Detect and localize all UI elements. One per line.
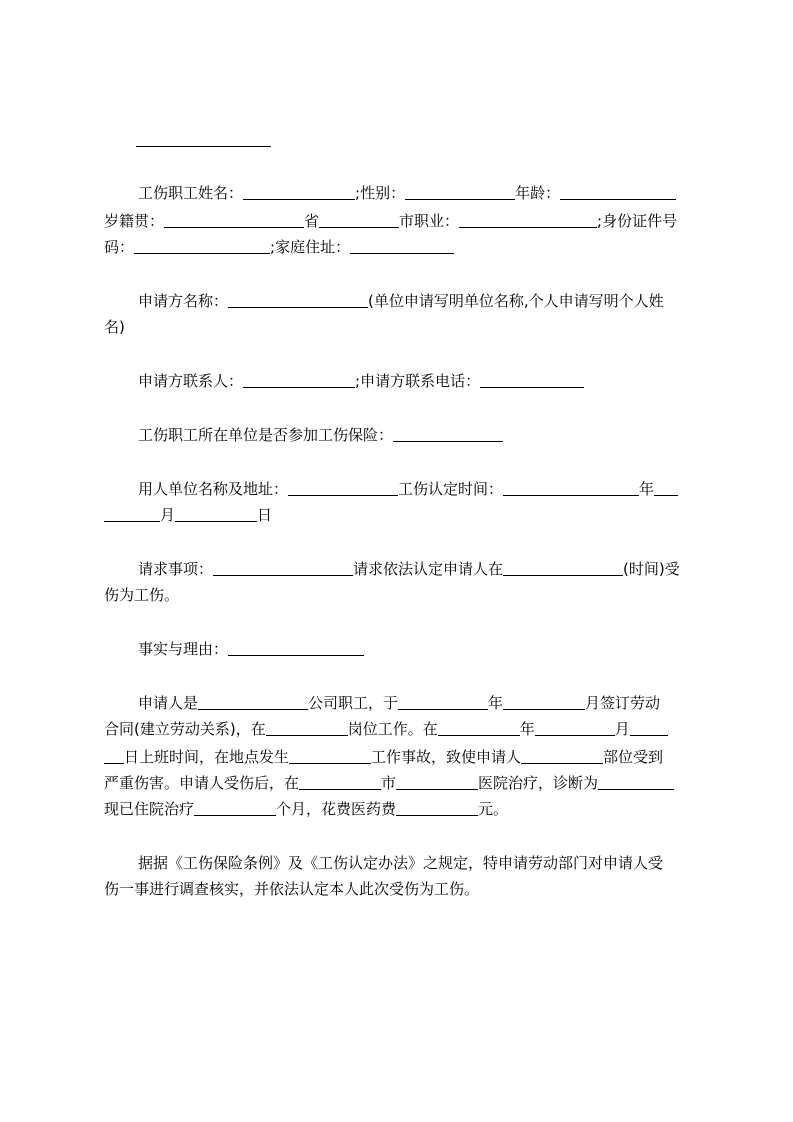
request-text-2: 伤为工伤。 — [104, 586, 180, 604]
id-field[interactable] — [134, 237, 270, 254]
p5-text-c: 元。 — [478, 800, 509, 818]
contract-year-field[interactable] — [398, 693, 488, 710]
address-field[interactable] — [350, 237, 454, 254]
applicant-note-line — [104, 314, 701, 340]
p5-text-b: 个月，花费医药费 — [276, 800, 397, 818]
job-field[interactable] — [459, 211, 597, 228]
province-field[interactable] — [319, 211, 399, 228]
year-label: 年 — [639, 480, 655, 498]
p2-text-c: 年 — [519, 720, 535, 738]
recog-day-field[interactable] — [175, 505, 257, 522]
p1-text-d: 月签订劳动 — [585, 694, 661, 712]
request-label: 请求事项： — [138, 560, 214, 578]
id-line — [104, 234, 701, 260]
para-line-3 — [104, 744, 701, 770]
applicant-note-2: 名) — [104, 318, 125, 336]
p4-text-c: 医院治疗，诊断为 — [478, 774, 599, 792]
p3-text-a: 日上班时间，在地点发生 — [124, 748, 290, 766]
p3-text-b: 工作事故，致使申请人 — [371, 748, 522, 766]
id-label-2: 码： — [104, 238, 135, 256]
hospital-field[interactable] — [396, 773, 478, 790]
recog-month-field[interactable] — [104, 505, 160, 522]
months-field[interactable] — [194, 799, 276, 816]
phone-field[interactable] — [480, 371, 584, 388]
applicant-line — [138, 288, 701, 314]
address-label: ;家庭住址： — [270, 238, 351, 256]
contract-month-field[interactable] — [503, 693, 585, 710]
p4-text-a: 严重伤害。申请人受伤后，在 — [104, 774, 300, 792]
p2-text-b: 岗位工作。在 — [347, 720, 438, 738]
para-line-2 — [104, 716, 701, 742]
accident-day-field-a[interactable] — [630, 719, 668, 736]
recog-year-field[interactable] — [503, 479, 639, 496]
p1-text-b: 公司职工，于 — [308, 694, 399, 712]
native-line — [104, 208, 701, 234]
cost-field[interactable] — [396, 799, 478, 816]
native-label: 岁籍贯： — [104, 212, 165, 230]
applicant-note: (单位申请写明单位名称,个人申请写明个人姓 — [368, 292, 664, 310]
p1-text-c: 年 — [488, 694, 504, 712]
recog-month-field-a[interactable] — [654, 479, 678, 496]
province-label: 省 — [304, 212, 320, 230]
contact-field[interactable] — [243, 371, 355, 388]
closing-text-2: 伤一事进行调查核实，并依法认定本人此次受伤为工伤。 — [104, 880, 480, 898]
city-job-label: 市职业： — [399, 212, 460, 230]
contact-line — [138, 368, 701, 394]
accident-day-field[interactable] — [104, 747, 124, 764]
month-label: 月 — [160, 506, 176, 524]
applicant-field[interactable] — [228, 291, 368, 308]
p1-text-a: 申请人是 — [138, 694, 199, 712]
request-line-2 — [104, 582, 701, 608]
body-part-field[interactable] — [521, 747, 603, 764]
insurance-label: 工伤职工所在单位是否参加工伤保险： — [138, 426, 394, 444]
p4-text-b: 市 — [381, 774, 397, 792]
request-line — [138, 556, 701, 582]
applicant-label: 申请方名称： — [138, 292, 229, 310]
recog-time-label: 工伤认定时间： — [398, 480, 504, 498]
para-line-1 — [138, 690, 701, 716]
name-label: 工伤职工姓名： — [138, 184, 244, 202]
gender-label: ;性别： — [355, 184, 406, 202]
native-field[interactable] — [164, 211, 304, 228]
employer-line — [138, 476, 701, 502]
facts-line — [138, 636, 701, 662]
closing-line-2 — [104, 876, 701, 902]
position-field[interactable] — [266, 719, 348, 736]
contact-label: 申请方联系人： — [138, 372, 244, 390]
name-line — [138, 180, 701, 206]
insurance-field[interactable] — [393, 425, 503, 442]
id-label: ;身份证件号 — [597, 212, 678, 230]
gender-field[interactable] — [405, 183, 515, 200]
phone-label: ;申请方联系电话： — [355, 372, 481, 390]
facts-field[interactable] — [228, 639, 364, 656]
p3-text-c: 部位受到 — [603, 748, 664, 766]
company-field[interactable] — [198, 693, 308, 710]
p2-text-a: 合同(建立劳动关系)，在 — [104, 720, 266, 738]
employer-date-line — [104, 502, 701, 528]
employer-field[interactable] — [288, 479, 398, 496]
accident-month-field[interactable] — [535, 719, 615, 736]
request-time-field[interactable] — [503, 559, 623, 576]
request-field[interactable] — [213, 559, 353, 576]
location-field[interactable] — [289, 747, 371, 764]
closing-line-1 — [138, 850, 701, 876]
hospital-city-field[interactable] — [299, 773, 381, 790]
request-time-label: (时间)受 — [623, 560, 680, 578]
request-text: 请求依法认定申请人在 — [353, 560, 504, 578]
name-field[interactable] — [243, 183, 355, 200]
diagnosis-field[interactable] — [598, 773, 674, 790]
age-field[interactable] — [560, 183, 676, 200]
para-line-4 — [104, 770, 701, 796]
title-blank[interactable] — [136, 136, 271, 147]
closing-text-1: 据据《工伤保险条例》及《工伤认定办法》之规定，特申请劳动部门对申请人受 — [138, 854, 664, 872]
employer-label: 用人单位名称及地址： — [138, 480, 289, 498]
accident-year-field[interactable] — [438, 719, 520, 736]
age-label: 年龄： — [515, 184, 561, 202]
para-line-5 — [104, 796, 701, 822]
insurance-line — [138, 422, 701, 448]
p2-text-d: 月 — [614, 720, 630, 738]
day-label: 日 — [257, 506, 273, 524]
p5-text-a: 现已住院治疗 — [104, 800, 195, 818]
facts-label: 事实与理由： — [138, 640, 229, 658]
